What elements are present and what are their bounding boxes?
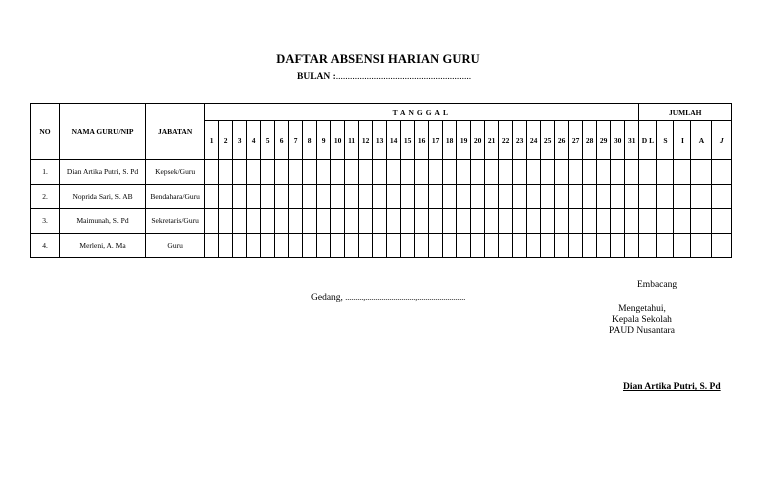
day-header: 4 xyxy=(247,121,261,160)
row-number: 3. xyxy=(31,209,60,234)
attendance-cell xyxy=(541,209,555,234)
table-row xyxy=(31,233,732,258)
attendance-cell xyxy=(289,160,303,185)
attendance-cell xyxy=(541,160,555,185)
attendance-cell xyxy=(674,184,691,209)
sign-line-mengetahui: Mengetahui, xyxy=(618,304,666,314)
attendance-cell xyxy=(373,233,387,258)
teacher-name: Maimunah, S. Pd xyxy=(60,209,146,234)
attendance-cell xyxy=(233,209,247,234)
bulan-line xyxy=(297,72,471,82)
jumlah-header: I xyxy=(674,121,691,160)
gedang-dots: .........,.........................,........................ xyxy=(345,293,466,302)
attendance-cell xyxy=(401,184,415,209)
attendance-cell xyxy=(373,209,387,234)
attendance-cell xyxy=(317,209,331,234)
attendance-cell xyxy=(657,184,674,209)
attendance-cell xyxy=(331,160,345,185)
attendance-cell xyxy=(657,160,674,185)
day-header: 9 xyxy=(317,121,331,160)
attendance-cell xyxy=(691,184,712,209)
attendance-cell xyxy=(387,160,401,185)
day-header: 23 xyxy=(513,121,527,160)
attendance-cell xyxy=(597,184,611,209)
attendance-cell xyxy=(275,233,289,258)
attendance-cell xyxy=(499,160,513,185)
bulan-label: BULAN : xyxy=(297,72,336,82)
day-header: 7 xyxy=(289,121,303,160)
signer-name: Dian Artika Putri, S. Pd xyxy=(623,382,721,392)
jumlah-header: J xyxy=(712,121,732,160)
day-header: 22 xyxy=(499,121,513,160)
attendance-cell xyxy=(289,233,303,258)
attendance-cell xyxy=(415,184,429,209)
attendance-cell xyxy=(527,160,541,185)
attendance-cell xyxy=(712,233,732,258)
attendance-cell xyxy=(541,233,555,258)
day-header: 19 xyxy=(457,121,471,160)
attendance-cell xyxy=(261,233,275,258)
day-header: 30 xyxy=(611,121,625,160)
attendance-cell xyxy=(674,160,691,185)
header-jabatan: JABATAN xyxy=(146,104,205,160)
attendance-cell xyxy=(289,209,303,234)
attendance-cell xyxy=(443,184,457,209)
attendance-cell xyxy=(712,184,732,209)
attendance-cell xyxy=(513,209,527,234)
header-tanggal: TANGGAL xyxy=(205,104,639,121)
day-header: 21 xyxy=(485,121,499,160)
attendance-cell xyxy=(513,160,527,185)
day-header: 24 xyxy=(527,121,541,160)
attendance-cell xyxy=(345,209,359,234)
attendance-cell xyxy=(527,233,541,258)
attendance-cell xyxy=(457,184,471,209)
attendance-cell xyxy=(261,209,275,234)
attendance-cell xyxy=(625,233,639,258)
attendance-cell xyxy=(639,184,657,209)
attendance-cell xyxy=(401,233,415,258)
day-header: 27 xyxy=(569,121,583,160)
day-header: 8 xyxy=(303,121,317,160)
attendance-cell xyxy=(583,184,597,209)
day-header: 13 xyxy=(373,121,387,160)
attendance-cell xyxy=(569,160,583,185)
attendance-cell xyxy=(443,233,457,258)
jumlah-header: S xyxy=(657,121,674,160)
attendance-cell xyxy=(415,209,429,234)
day-header: 18 xyxy=(443,121,457,160)
attendance-cell xyxy=(205,209,219,234)
attendance-cell xyxy=(625,209,639,234)
attendance-cell xyxy=(233,160,247,185)
attendance-cell xyxy=(691,233,712,258)
attendance-cell xyxy=(429,209,443,234)
attendance-cell xyxy=(639,209,657,234)
attendance-cell xyxy=(205,184,219,209)
attendance-cell xyxy=(513,184,527,209)
attendance-cell xyxy=(611,184,625,209)
attendance-cell xyxy=(569,184,583,209)
day-header: 3 xyxy=(233,121,247,160)
attendance-cell xyxy=(247,233,261,258)
attendance-cell xyxy=(712,160,732,185)
attendance-cell xyxy=(387,209,401,234)
day-header: 17 xyxy=(429,121,443,160)
attendance-cell xyxy=(657,233,674,258)
attendance-cell xyxy=(527,184,541,209)
teacher-name: Dian Artika Putri, S. Pd xyxy=(60,160,146,185)
attendance-cell xyxy=(219,233,233,258)
document-title: DAFTAR ABSENSI HARIAN GURU xyxy=(276,52,480,66)
attendance-cell xyxy=(499,209,513,234)
day-header: 1 xyxy=(205,121,219,160)
attendance-cell xyxy=(359,233,373,258)
attendance-cell xyxy=(639,160,657,185)
attendance-cell xyxy=(429,233,443,258)
attendance-cell xyxy=(331,209,345,234)
attendance-cell xyxy=(691,209,712,234)
attendance-cell xyxy=(555,184,569,209)
attendance-cell xyxy=(457,160,471,185)
day-header: 6 xyxy=(275,121,289,160)
attendance-cell xyxy=(457,209,471,234)
attendance-cell xyxy=(657,209,674,234)
attendance-cell xyxy=(555,209,569,234)
attendance-cell xyxy=(527,209,541,234)
attendance-cell xyxy=(303,233,317,258)
attendance-cell xyxy=(485,160,499,185)
attendance-cell xyxy=(205,160,219,185)
attendance-cell xyxy=(219,209,233,234)
attendance-cell xyxy=(359,160,373,185)
attendance-cell xyxy=(359,184,373,209)
teacher-position: Bendahara/Guru xyxy=(146,184,205,209)
attendance-cell xyxy=(303,184,317,209)
attendance-cell xyxy=(261,184,275,209)
attendance-cell xyxy=(471,184,485,209)
teacher-position: Kepsek/Guru xyxy=(146,160,205,185)
attendance-cell xyxy=(485,209,499,234)
attendance-cell xyxy=(597,233,611,258)
day-header: 5 xyxy=(261,121,275,160)
day-header: 12 xyxy=(359,121,373,160)
day-header: 31 xyxy=(625,121,639,160)
sign-line-school: PAUD Nusantara xyxy=(609,326,675,336)
attendance-cell xyxy=(674,233,691,258)
attendance-cell xyxy=(247,184,261,209)
day-header: 16 xyxy=(415,121,429,160)
attendance-cell xyxy=(373,184,387,209)
attendance-cell xyxy=(387,233,401,258)
attendance-cell xyxy=(443,209,457,234)
gedang-date-line xyxy=(311,293,465,303)
teacher-position: Sekretaris/Guru xyxy=(146,209,205,234)
attendance-cell xyxy=(345,160,359,185)
day-header: 2 xyxy=(219,121,233,160)
attendance-cell xyxy=(415,160,429,185)
attendance-cell xyxy=(639,233,657,258)
attendance-cell xyxy=(317,160,331,185)
attendance-cell xyxy=(583,209,597,234)
day-header: 15 xyxy=(401,121,415,160)
sign-line-kepala: Kepala Sekolah xyxy=(612,315,672,325)
jumlah-header: A xyxy=(691,121,712,160)
table-row xyxy=(31,160,732,185)
attendance-cell xyxy=(611,209,625,234)
attendance-cell xyxy=(275,160,289,185)
attendance-cell xyxy=(443,160,457,185)
attendance-cell xyxy=(471,160,485,185)
jumlah-header: D L xyxy=(639,121,657,160)
header-row xyxy=(31,104,732,121)
attendance-cell xyxy=(247,160,261,185)
row-number: 2. xyxy=(31,184,60,209)
day-header: 26 xyxy=(555,121,569,160)
attendance-cell xyxy=(691,160,712,185)
attendance-cell xyxy=(674,209,691,234)
teacher-name: Merleni, A. Ma xyxy=(60,233,146,258)
header-jumlah: JUMLAH xyxy=(639,104,732,121)
attendance-cell xyxy=(611,233,625,258)
attendance-cell xyxy=(261,160,275,185)
day-header: 25 xyxy=(541,121,555,160)
attendance-cell xyxy=(415,233,429,258)
attendance-cell xyxy=(625,184,639,209)
attendance-cell xyxy=(471,209,485,234)
header-nama: NAMA GURU/NIP xyxy=(60,104,146,160)
attendance-cell xyxy=(611,160,625,185)
attendance-cell xyxy=(485,233,499,258)
row-number: 4. xyxy=(31,233,60,258)
table-row xyxy=(31,184,732,209)
attendance-cell xyxy=(219,160,233,185)
attendance-cell xyxy=(541,184,555,209)
attendance-cell xyxy=(401,209,415,234)
table-row xyxy=(31,209,732,234)
attendance-cell xyxy=(303,209,317,234)
day-header: 29 xyxy=(597,121,611,160)
signature-block xyxy=(604,304,680,337)
attendance-cell xyxy=(331,233,345,258)
day-header: 10 xyxy=(331,121,345,160)
attendance-cell xyxy=(289,184,303,209)
day-header: 14 xyxy=(387,121,401,160)
attendance-cell xyxy=(317,233,331,258)
attendance-cell xyxy=(247,209,261,234)
attendance-cell xyxy=(712,209,732,234)
attendance-cell xyxy=(429,184,443,209)
place-name: Embacang xyxy=(637,280,678,290)
attendance-cell xyxy=(317,184,331,209)
attendance-cell xyxy=(345,184,359,209)
attendance-cell xyxy=(597,160,611,185)
attendance-cell xyxy=(401,160,415,185)
attendance-cell xyxy=(429,160,443,185)
attendance-cell xyxy=(625,160,639,185)
attendance-cell xyxy=(457,233,471,258)
attendance-cell xyxy=(219,184,233,209)
teacher-name: Noprida Sari, S. AB xyxy=(60,184,146,209)
attendance-cell xyxy=(471,233,485,258)
teacher-position: Guru xyxy=(146,233,205,258)
attendance-cell xyxy=(205,233,219,258)
attendance-cell xyxy=(373,160,387,185)
attendance-cell xyxy=(555,160,569,185)
attendance-cell xyxy=(583,233,597,258)
day-header: 20 xyxy=(471,121,485,160)
attendance-cell xyxy=(513,233,527,258)
attendance-cell xyxy=(555,233,569,258)
attendance-cell xyxy=(387,184,401,209)
day-header: 28 xyxy=(583,121,597,160)
bulan-value: ......................................................... xyxy=(335,72,472,82)
attendance-cell xyxy=(569,233,583,258)
attendance-cell xyxy=(359,209,373,234)
attendance-cell xyxy=(597,209,611,234)
attendance-cell xyxy=(331,184,345,209)
gedang-label: Gedang, xyxy=(311,293,343,303)
attendance-cell xyxy=(233,233,247,258)
row-number: 1. xyxy=(31,160,60,185)
attendance-cell xyxy=(303,160,317,185)
attendance-table xyxy=(30,103,732,258)
attendance-cell xyxy=(345,233,359,258)
attendance-cell xyxy=(485,184,499,209)
day-header: 11 xyxy=(345,121,359,160)
attendance-cell xyxy=(275,209,289,234)
attendance-cell xyxy=(499,184,513,209)
attendance-cell xyxy=(583,160,597,185)
attendance-cell xyxy=(569,209,583,234)
attendance-cell xyxy=(499,233,513,258)
attendance-cell xyxy=(233,184,247,209)
header-no: NO xyxy=(31,104,60,160)
attendance-cell xyxy=(275,184,289,209)
